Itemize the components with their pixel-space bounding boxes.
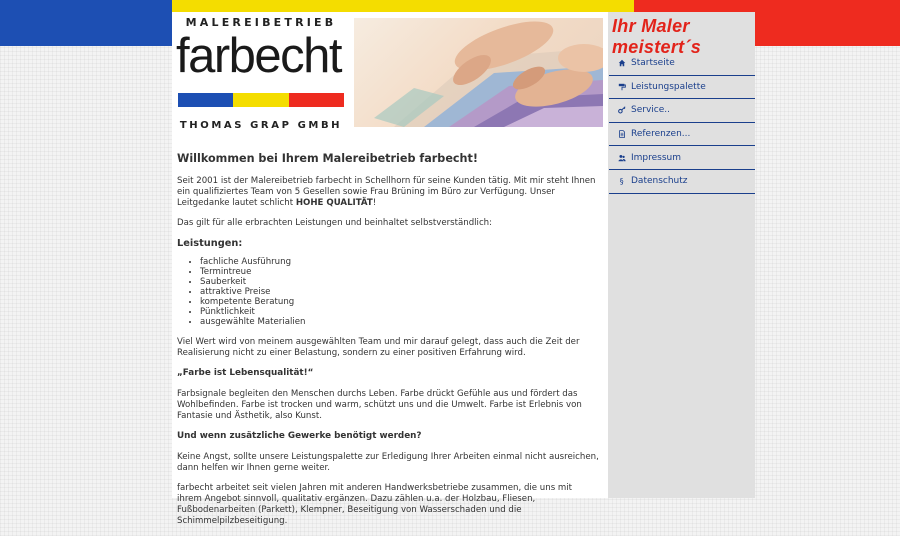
paint-roller-icon xyxy=(618,83,626,91)
quote-heading: „Farbe ist Lebensqualität!“ xyxy=(177,368,314,378)
services-list xyxy=(177,257,599,327)
list-item: • Termintreue xyxy=(200,267,599,277)
nav-item-label: Impressum xyxy=(631,152,682,163)
team-paragraph: Viel Wert wird von meinem ausgewählten Team und mir darauf gelegt, dass auch die Zeit der Realisierung nicht zu einer Belastung, sondern zu einer positiven Erfahrung wird. xyxy=(177,337,580,358)
nav-item-label: Datenschutz xyxy=(631,176,688,187)
help-paragraph: Keine Angst, sollte unsere Leistungspalette zur Erledigung Ihrer Arbeiten einmal nicht ausreichen, dann helfen wir Ihnen gerne weiter. xyxy=(177,452,599,473)
nav-item-leistungspalette[interactable] xyxy=(609,76,755,100)
company-logo[interactable] xyxy=(178,16,344,130)
page-container xyxy=(172,12,755,526)
list-item: • ausgewählte Materialien xyxy=(200,317,599,327)
users-icon xyxy=(618,154,626,162)
logo-stripe-red xyxy=(289,93,344,107)
paragraph-icon xyxy=(618,177,626,185)
nav-item-label: Startseite xyxy=(631,58,675,69)
list-item: • kompetente Beratung xyxy=(200,297,599,307)
hero-image-color-samples xyxy=(354,18,603,127)
logo-bottom-text: THOMAS GRAP GMBH xyxy=(179,120,343,131)
main-content xyxy=(177,152,599,536)
services-heading: Leistungen: xyxy=(177,238,243,249)
logo-wordmark: farbecht xyxy=(176,29,342,83)
partners-paragraph: farbecht arbeitet seit vielen Jahren mit anderen Handwerksbetriebe zusammen, die uns mit ihrem Angebot sinnvoll, qualitativ ergänzen. Dazu zählen u.a. der Holzbau, Fliesen, Fußbodenarbeiten (Parkett), Klempner, Beseitigung von Wasserschaden und die Schimmelpilzbeseitigung. xyxy=(177,483,573,526)
additional-trades-heading: Und wenn zusätzliche Gewerke benötigt werden? xyxy=(177,431,422,441)
logo-stripe-blue xyxy=(178,93,233,107)
intro-end: ! xyxy=(372,198,377,208)
color-paragraph: Farbsignale begleiten den Menschen durchs Leben. Farbe drückt Gefühle aus und fördert das Wohlbefinden. Farbe ist trocken und warm, schützt uns und die Umwelt. Farbe ist Erlebnis von Fantasie und Ästhetik, also Kunst. xyxy=(177,389,582,421)
main-navigation xyxy=(609,52,755,194)
header-band-yellow xyxy=(172,0,634,12)
logo-top-text: MALEREIBETRIEB xyxy=(185,16,337,29)
svg-text:§: § xyxy=(619,177,624,186)
header-band-blue xyxy=(0,0,172,46)
list-item: • Sauberkeit xyxy=(200,277,599,287)
nav-item-startseite[interactable] xyxy=(609,52,755,76)
nav-item-referenzen[interactable] xyxy=(609,123,755,147)
list-item: • Pünktlichkeit xyxy=(200,307,599,317)
nav-item-datenschutz[interactable] xyxy=(609,170,755,194)
key-icon xyxy=(618,106,626,114)
nav-item-service[interactable] xyxy=(609,99,755,123)
nav-item-label: Leistungspalette xyxy=(631,81,706,92)
intro-highlight: HOHE QUALITÄT xyxy=(295,198,373,208)
logo-color-stripes xyxy=(178,93,344,107)
nav-item-label: Referenzen... xyxy=(631,129,691,140)
hero-illustration xyxy=(354,18,603,127)
home-icon xyxy=(618,59,626,67)
list-item: • fachliche Ausführung xyxy=(200,257,599,267)
intro-text: Seit 2001 ist der Malereibetrieb farbecht in Schellhorn für seine Kunden tätig. Mit mir steht Ihnen ein qualifiziertes Team von 5 Gesellen sowie Frau Brüning im Büro zur Verfügung. Unser Leitgedanke lautet schlicht xyxy=(177,176,596,208)
page-title: Willkommen bei Ihrem Malereibetrieb farbecht! xyxy=(177,152,478,165)
services-intro-paragraph: Das gilt für alle erbrachten Leistungen und beinhaltet selbstverständlich: xyxy=(177,218,493,228)
nav-item-label: Service.. xyxy=(631,105,670,116)
logo-stripe-yellow xyxy=(233,93,288,107)
document-icon xyxy=(618,130,626,138)
list-item: • attraktive Preise xyxy=(200,287,599,297)
nav-item-impressum[interactable] xyxy=(609,146,755,170)
slogan-text: Ihr Maler meistert´s xyxy=(612,16,702,57)
intro-paragraph xyxy=(177,176,599,209)
